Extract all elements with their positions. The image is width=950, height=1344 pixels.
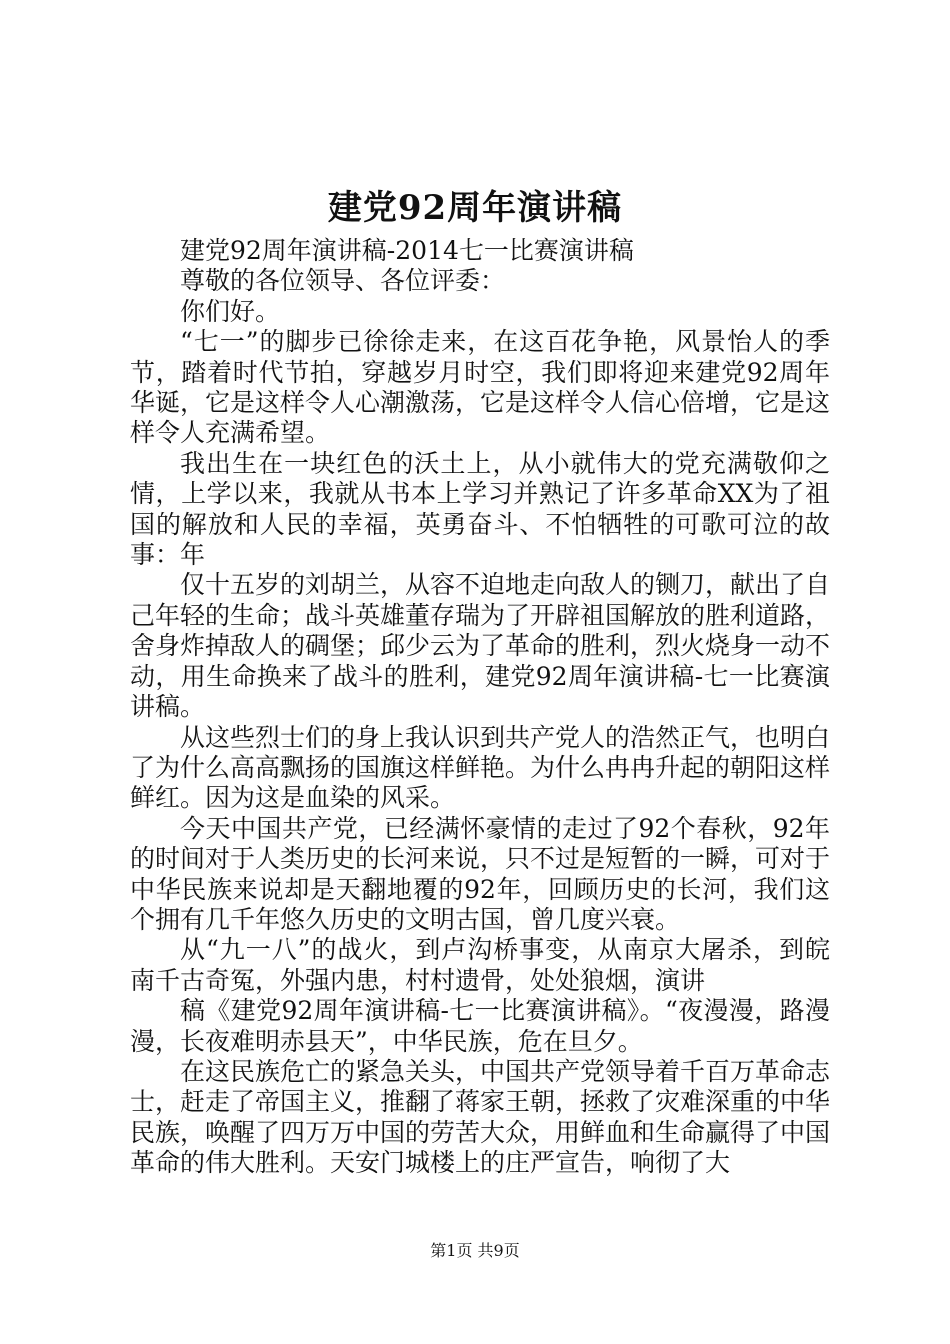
- paragraph: 尊敬的各位领导、各位评委：: [180, 266, 506, 296]
- paragraph: “七一”的脚步已徐徐走来，在这百花争艳，风景怡人的季节，踏着时代节拍，穿越岁月时空，我们即将迎来建党92周年华诞，它是这样令人心潮激荡，它是这样令人信心倍增，它是这样令人充满希望。: [130, 327, 831, 448]
- document-title: 建党92周年演讲稿: [327, 188, 623, 228]
- paragraph: 仅十五岁的刘胡兰，从容不迫地走向敌人的铡刀，献出了自己年轻的生命；战斗英雄董存瑞为了开辟祖国解放的胜利道路，舍身炸掉敌人的碉堡；邱少云为了革命的胜利，烈火烧身一动不动，用生命换来了战斗的胜利，建党92周年演讲稿-七一比赛演讲稿。: [130, 570, 831, 722]
- paragraph: 从这些烈士们的身上我认识到共产党人的浩然正气，也明白了为什么高高飘扬的国旗这样鲜艳。为什么冉冉升起的朝阳这样鲜红。因为这是血染的风采。: [130, 722, 831, 813]
- paragraph: 建党92周年演讲稿-2014七一比赛演讲稿: [180, 236, 634, 265]
- paragraph: 稿《建党92周年演讲稿-七一比赛演讲稿》。“夜漫漫，路漫漫，长夜难明赤县天”，中华民族，危在旦夕。: [130, 996, 830, 1056]
- document-body: [130, 236, 830, 1179]
- page-number-footer: 第1页 共9页: [430, 1241, 520, 1260]
- paragraph: 我出生在一块红色的沃土上，从小就伟大的党充满敬仰之情，上学以来，我就从书本上学习并熟记了许多革命XX为了祖国的解放和人民的幸福，英勇奋斗、不怕牺牲的可歌可泣的故事：年: [130, 448, 830, 570]
- paragraph: 今天中国共产党，已经满怀豪情的走过了92个春秋，92年的时间对于人类历史的长河来说，只不过是短暂的一瞬，可对于中华民族来说却是天翻地覆的92年，回顾历史的长河，我们这个拥有几千年悠久历史的文明古国，曾几度兴衰。: [130, 813, 831, 934]
- paragraph: 在这民族危亡的紧急关头，中国共产党领导着千百万革命志士，赶走了帝国主义，推翻了蒋家王朝，拯救了灾难深重的中华民族，唤醒了四万万中国的劳苦大众，用鲜血和生命赢得了中国革命的伟大胜利。天安门城楼上的庄严宣告，响彻了大: [130, 1056, 831, 1178]
- paragraph: 你们好。: [180, 296, 281, 326]
- paragraph: 从“九一八”的战火，到卢沟桥事变，从南京大屠杀，到皖南千古奇冤，外强内患，村村遗骨，处处狼烟，演讲: [130, 935, 830, 995]
